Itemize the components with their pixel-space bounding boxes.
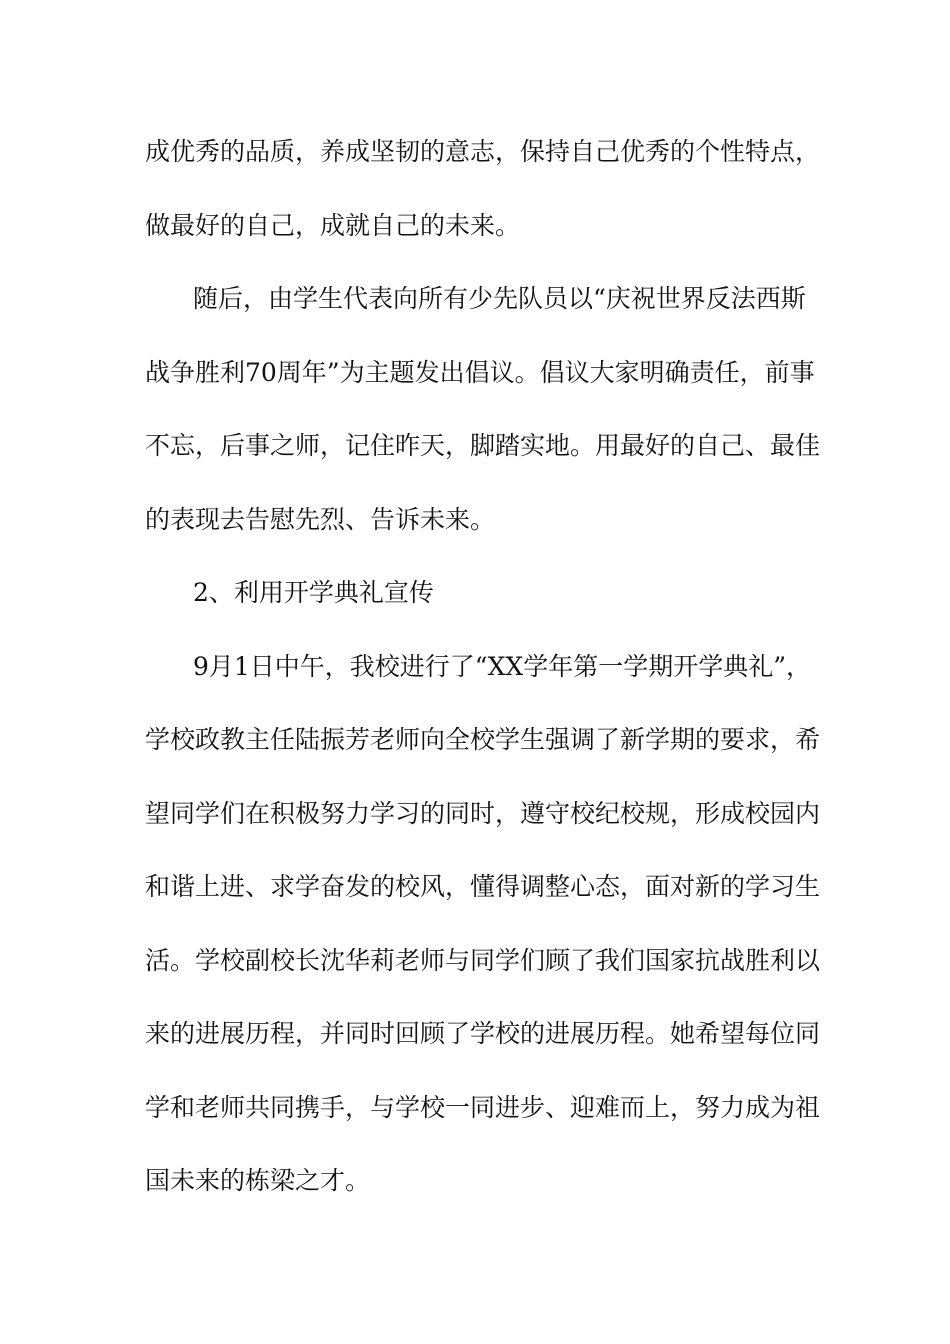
text-line: 来的进展历程，并同时回顾了学校的进展历程。她希望每位同 bbox=[145, 1019, 821, 1048]
text-line: 的表现去告慰先烈、告诉未来。 bbox=[145, 504, 496, 534]
text-line: 望同学们在积极努力学习的同时，遵守校纪校规，形成校园内 bbox=[145, 798, 821, 828]
text-line: 做最好的自己，成就自己的未来。 bbox=[145, 210, 521, 240]
text-line: 学和老师共同携手，与学校一同进步、迎难而上，努力成为祖 bbox=[145, 1092, 821, 1122]
body-text bbox=[145, 127, 825, 1230]
text-line: 成优秀的品质，养成坚韧的意志，保持自己优秀的个性特点， bbox=[145, 137, 821, 166]
section-heading: 2、利用开学典礼宣传 bbox=[193, 578, 434, 607]
text-line: 随后，由学生代表向所有少先队员以“庆祝世界反法西斯 bbox=[193, 284, 806, 313]
text-line: 国未来的栋梁之才。 bbox=[145, 1166, 371, 1195]
text-line: 学校政教主任陆振芳老师向全校学生强调了新学期的要求，希 bbox=[145, 725, 821, 754]
text-line: 战争胜利70周年”为主题发出倡议。倡议大家明确责任，前事 bbox=[145, 357, 815, 387]
text-line: 9月1日中午，我校进行了“XX学年第一学期开学典礼”， bbox=[193, 651, 811, 681]
text-line: 活。学校副校长沈华莉老师与同学们顾了我们国家抗战胜利以 bbox=[145, 945, 821, 975]
text-line: 和谐上进、求学奋发的校风，懂得调整心态，面对新的学习生 bbox=[145, 872, 821, 901]
text-line: 不忘，后事之师，记住昨天，脚踏实地。用最好的自己、最佳 bbox=[145, 431, 821, 460]
